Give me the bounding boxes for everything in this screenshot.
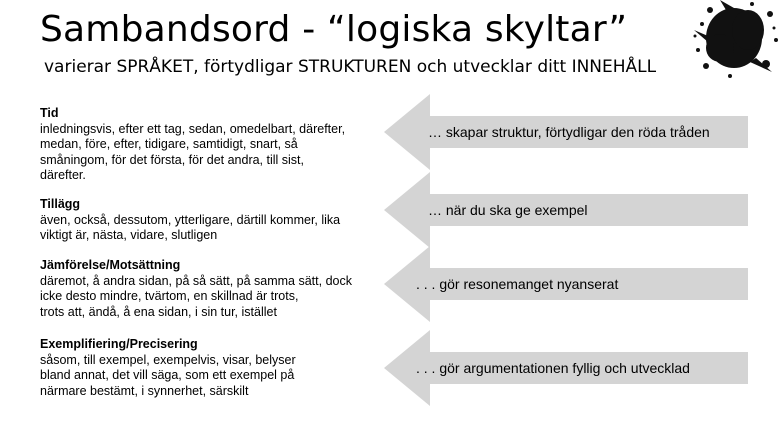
arrow-utvecklad [384, 330, 748, 406]
arrow-exempel [384, 172, 748, 248]
section-jamforelse [40, 258, 380, 320]
arrow-label: . . . gör argumentationen fyllig och utvecklad [416, 360, 690, 376]
section-heading: Jämförelse/Motsättning [40, 258, 181, 272]
section-heading: Tid [40, 106, 59, 120]
arrow-label: . . . gör resonemanget nyanserat [416, 276, 619, 292]
section-tid [40, 106, 380, 184]
page-subtitle: varierar SPRÅKET, förtydligar STRUKTUREN och utvecklar ditt INNEHÅLL [44, 57, 657, 77]
section-exemplifiering [40, 337, 380, 399]
section-words: såsom, till exempel, exempelvis, visar, belyser bland annat, det vill säga, som ett exempel på närmare bestämt, i synnerhet, särskilt [40, 352, 296, 398]
section-words: inledningsvis, efter ett tag, sedan, omedelbart, därefter, medan, före, efter, tidigare, samtidigt, snart, så småningom, för det första, för det andra, till sist, därefter. [40, 121, 346, 182]
section-words: även, också, dessutom, ytterligare, därtill kommer, lika viktigt är, nästa, vidare, slutligen [40, 212, 341, 242]
arrow-label: … när du ska ge exempel [428, 202, 588, 218]
section-tillagg [40, 197, 380, 244]
section-heading: Tillägg [40, 197, 81, 211]
arrow-struktur [384, 94, 748, 170]
arrow-nyanserat [384, 246, 748, 322]
page-title: Sambandsord - “logiska skyltar” [40, 9, 628, 50]
section-words: däremot, å andra sidan, på så sätt, på samma sätt, dock icke desto mindre, tvärtom, en skillnad är trots, trots att, ändå, å ena sidan, i sin tur, istället [40, 273, 352, 319]
section-heading: Exemplifiering/Precisering [40, 337, 198, 351]
ink-splatter-image [690, 0, 782, 80]
arrow-label: … skapar struktur, förtydligar den röda tråden [428, 124, 710, 140]
